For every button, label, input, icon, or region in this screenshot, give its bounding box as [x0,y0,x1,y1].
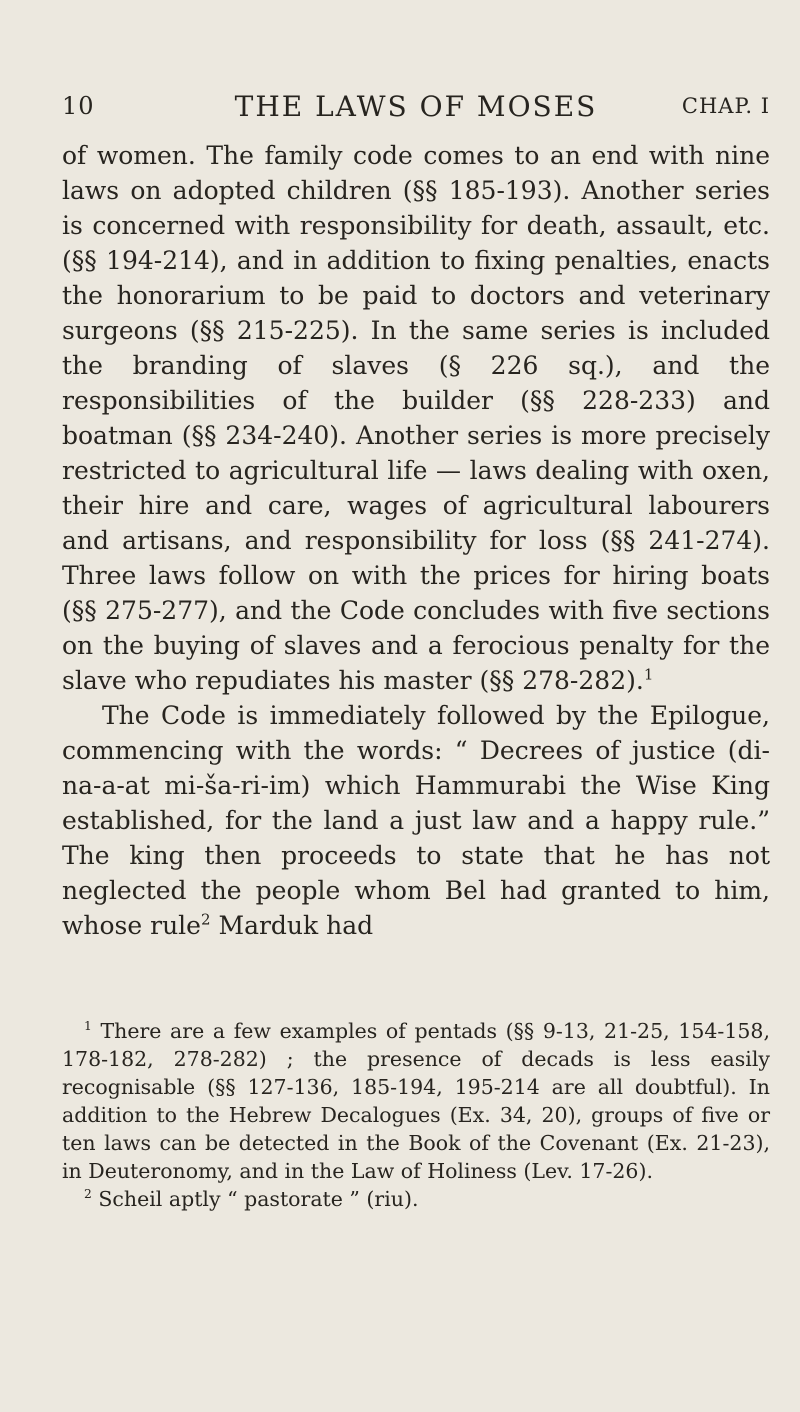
running-title: THE LAWS OF MOSES [234,90,598,123]
footnote-number: 2 [84,1187,92,1202]
footnote [62,1017,770,1185]
footnote-text: There are a few examples of pentads (§§ 9-13, 21-25, 154-158, 178-182, 278-282) ; the presence of decads is less easily recognisable (§§ 127-136, 185-194, 195-214 are all doubtful). In addition to the Hebrew Decalogues (Ex. 34, 20), groups of five or ten laws can be detected in the Book of the Covenant (Ex. 21-23), in Deuteronomy, and in the Law of Holiness (Lev. 17-26). [62,1019,770,1183]
paragraph [62,138,770,698]
footnotes [62,1017,770,1213]
footnote-mark: 1 [643,665,654,684]
page-number: 10 [62,92,95,120]
paragraph [62,698,770,943]
footnote-mark: 2 [200,910,211,929]
footnote-text: Scheil aptly “ pastorate ” (riu). [98,1187,419,1211]
footnote [62,1185,770,1213]
running-header [62,86,770,126]
paragraph-tail: Marduk had [218,911,374,940]
paragraph-text: The Code is immediately followed by the Epilogue, commencing with the words: “ Decrees of justice (di-na-a-at mi-ša-ri-im) which Hammurabi the Wise King established, for the land a just law and a happy rule.” The king then proceeds to state that he has not neglected the people whom Bel had granted to him, whose rule [62,701,770,940]
footnote-number: 1 [84,1019,92,1034]
chapter-label: CHAP. I [681,94,770,118]
paragraph-text: of women. The family code comes to an end with nine laws on adopted children (§§ 185-193). Another series is concerned with responsibility for death, assault, etc. (§§ 194-214), and in addition to fixing penalties, enacts the honorarium to be paid to doctors and veterinary surgeons (§§ 215-225). In the same series is included the branding of slaves (§ 226 sq.), and the responsibilities of the builder (§§ 228-233) and boatman (§§ 234-240). Another series is more precisely restricted to agricultural life — laws dealing with oxen, their hire and care, wages of agricultural labourers and artisans, and responsibility for loss (§§ 241-274). Three laws follow on with the prices for hiring boats (§§ 275-277), and the Code concludes with five sections on the buying of slaves and a ferocious penalty for the slave who repudiates his master (§§ 278-282). [62,141,770,695]
main-text [62,138,770,943]
